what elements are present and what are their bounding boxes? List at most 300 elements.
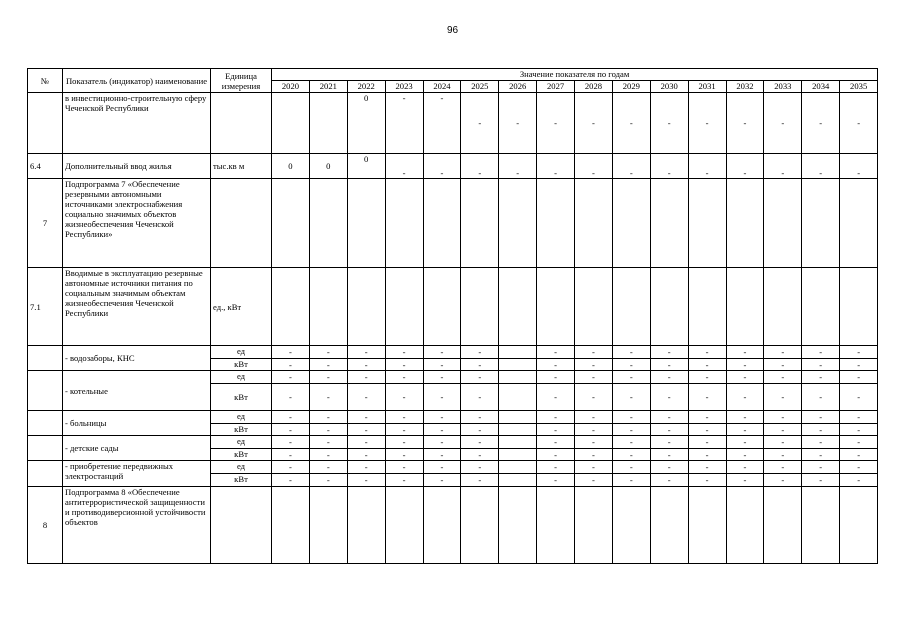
value-2030: - [650,461,688,474]
value-2029: - [612,154,650,179]
value-2033: - [764,474,802,487]
header-year-2027: 2027 [537,81,575,93]
value-2023 [385,487,423,564]
value-2024: - [423,449,461,461]
header-year-2023: 2023 [385,81,423,93]
value-2031 [688,268,726,346]
value-2030: - [650,449,688,461]
value-2026 [499,346,537,359]
value-2025: - [461,461,499,474]
value-2034: - [802,359,840,371]
value-2029: - [612,359,650,371]
table-row-7-1 [28,268,878,346]
value-2025 [461,179,499,268]
value-2030: - [650,154,688,179]
value-2034: - [802,436,840,449]
value-2022: - [347,411,385,424]
value-2021: 0 [309,154,347,179]
value-2034 [802,179,840,268]
page-number: 96 [446,25,459,36]
value-2031: - [688,154,726,179]
value-2025: - [461,449,499,461]
value-2030: - [650,411,688,424]
value-2026 [499,371,537,384]
value-2020 [272,179,310,268]
value-2028: - [575,93,613,154]
value-2034: - [802,461,840,474]
value-2024: - [423,411,461,424]
value-2024: - [423,461,461,474]
value-2027: - [537,474,575,487]
value-2026 [499,384,537,411]
value-2022: - [347,346,385,359]
header-year-2033: 2033 [764,81,802,93]
value-2025: - [461,93,499,154]
value-2027: - [537,424,575,436]
value-2032 [726,179,764,268]
value-2026 [499,424,537,436]
value-2021: - [309,371,347,384]
header-year-2028: 2028 [575,81,613,93]
value-2025: - [461,436,499,449]
value-2031: - [688,474,726,487]
value-2022 [347,179,385,268]
table-row-peredvizh-units [28,461,878,474]
value-2035 [840,268,878,346]
value-2032: - [726,371,764,384]
value-2022: 0 [347,93,385,154]
value-2026 [499,411,537,424]
table-row-vodozabory-units [28,346,878,359]
row-unit: ед [211,411,272,424]
header-indicator: Показатель (индикатор) наименование [63,69,211,93]
row-name: Вводимые в эксплуатацию резервные автономные источники питания по социальным значимым объектам жизнеобеспечения Чеченской Республики [63,268,211,346]
value-2022 [347,487,385,564]
row-unit: кВт [211,359,272,371]
value-2024 [423,179,461,268]
value-2029 [612,179,650,268]
value-2026 [499,268,537,346]
value-2034: - [802,424,840,436]
value-2035: - [840,359,878,371]
value-2023 [385,268,423,346]
value-2028: - [575,461,613,474]
value-2031: - [688,93,726,154]
value-2033: - [764,461,802,474]
value-2025 [461,268,499,346]
row-unit [211,179,272,268]
value-2031: - [688,371,726,384]
value-2030: - [650,424,688,436]
row-unit: ед [211,371,272,384]
value-2032: - [726,154,764,179]
value-2030: - [650,371,688,384]
value-2022: - [347,384,385,411]
value-2035: - [840,371,878,384]
header-unit: Единица измерения [211,69,272,93]
value-2034: - [802,154,840,179]
value-2023: - [385,384,423,411]
value-2035 [840,179,878,268]
value-2025: - [461,359,499,371]
value-2022: - [347,371,385,384]
value-2035: - [840,461,878,474]
header-num: № [28,69,63,93]
row-name: Дополнительный ввод жилья [63,154,211,179]
value-2021 [309,268,347,346]
value-2031: - [688,449,726,461]
value-2025: - [461,411,499,424]
value-2030: - [650,384,688,411]
value-2023: - [385,449,423,461]
header-year-2034: 2034 [802,81,840,93]
value-2029: - [612,384,650,411]
value-2027 [537,268,575,346]
value-2032 [726,268,764,346]
value-2027: - [537,436,575,449]
value-2023: - [385,424,423,436]
value-2022: 0 [347,154,385,179]
value-2033: - [764,449,802,461]
value-2021: - [309,411,347,424]
header-year-2025: 2025 [461,81,499,93]
value-2033: - [764,346,802,359]
row-name: - больницы [63,411,211,436]
value-2029: - [612,436,650,449]
value-2023: - [385,154,423,179]
value-2020: - [272,371,310,384]
value-2020: - [272,359,310,371]
row-num [28,371,63,411]
value-2030 [650,268,688,346]
value-2033: - [764,384,802,411]
value-2030: - [650,436,688,449]
value-2024: - [423,346,461,359]
value-2031: - [688,384,726,411]
row-unit [211,93,272,154]
row-name: - приобретение передвижных электростанций [63,461,211,487]
value-2020: - [272,411,310,424]
value-2021: - [309,346,347,359]
value-2034: - [802,371,840,384]
value-2032: - [726,411,764,424]
value-2027: - [537,359,575,371]
row-unit: ед [211,461,272,474]
header-year-2026: 2026 [499,81,537,93]
value-2022: - [347,436,385,449]
header-year-2022: 2022 [347,81,385,93]
value-2024: - [423,436,461,449]
value-2021: - [309,384,347,411]
value-2025: - [461,384,499,411]
value-2026: - [499,154,537,179]
value-2024: - [423,424,461,436]
value-2020: - [272,474,310,487]
value-2027 [537,179,575,268]
value-2028: - [575,411,613,424]
value-2032: - [726,424,764,436]
row-name: - водозаборы, КНС [63,346,211,371]
row-unit [211,487,272,564]
value-2035: - [840,436,878,449]
value-2023: - [385,461,423,474]
header-year-2030: 2030 [650,81,688,93]
value-2034: - [802,411,840,424]
header-year-2031: 2031 [688,81,726,93]
value-2028 [575,179,613,268]
value-2021: - [309,449,347,461]
value-2028: - [575,154,613,179]
value-2033 [764,487,802,564]
value-2032 [726,487,764,564]
row-num [28,436,63,461]
value-2023: - [385,411,423,424]
value-2035: - [840,424,878,436]
value-2030 [650,487,688,564]
row-unit: кВт [211,449,272,461]
row-unit: кВт [211,424,272,436]
table-row-subprogram-8 [28,487,878,564]
value-2031: - [688,346,726,359]
value-2028: - [575,384,613,411]
value-2020: - [272,424,310,436]
value-2021: - [309,461,347,474]
value-2033: - [764,424,802,436]
value-2020: - [272,346,310,359]
value-2029: - [612,424,650,436]
value-2032: - [726,474,764,487]
value-2029: - [612,346,650,359]
value-2027: - [537,93,575,154]
value-2025: - [461,474,499,487]
value-2029: - [612,411,650,424]
value-2030: - [650,474,688,487]
value-2029 [612,268,650,346]
value-2026: - [499,93,537,154]
value-2026 [499,487,537,564]
value-2035: - [840,474,878,487]
value-2029: - [612,371,650,384]
value-2026 [499,474,537,487]
value-2028: - [575,474,613,487]
value-2028: - [575,359,613,371]
value-2026 [499,449,537,461]
value-2021 [309,487,347,564]
value-2023 [385,179,423,268]
row-num [28,346,63,371]
value-2026 [499,436,537,449]
value-2020: - [272,384,310,411]
value-2027: - [537,154,575,179]
value-2024 [423,268,461,346]
header-year-2029: 2029 [612,81,650,93]
value-2031: - [688,359,726,371]
value-2022 [347,268,385,346]
value-2022: - [347,359,385,371]
value-2021: - [309,474,347,487]
value-2034: - [802,474,840,487]
value-2021 [309,93,347,154]
value-2035: - [840,384,878,411]
value-2032: - [726,384,764,411]
value-2020: - [272,449,310,461]
value-2027: - [537,346,575,359]
value-2020: 0 [272,154,310,179]
table-row-bolnitsy-units [28,411,878,424]
header-year-2032: 2032 [726,81,764,93]
value-2023: - [385,93,423,154]
value-2031: - [688,411,726,424]
value-2029 [612,487,650,564]
row-unit: кВт [211,474,272,487]
value-2035: - [840,449,878,461]
value-2033: - [764,436,802,449]
row-unit: ед [211,346,272,359]
value-2021: - [309,424,347,436]
value-2023: - [385,436,423,449]
value-2031: - [688,461,726,474]
value-2035: - [840,93,878,154]
value-2023: - [385,346,423,359]
value-2024: - [423,359,461,371]
header-year-2021: 2021 [309,81,347,93]
row-num: 7 [28,179,63,268]
value-2034 [802,487,840,564]
row-unit: ед., кВт [211,268,272,346]
value-2024: - [423,474,461,487]
value-2030: - [650,346,688,359]
value-2020: - [272,436,310,449]
value-2033: - [764,359,802,371]
value-2034 [802,268,840,346]
value-2021: - [309,436,347,449]
value-2028: - [575,449,613,461]
header-year-2035: 2035 [840,81,878,93]
value-2020: - [272,461,310,474]
header-values-title: Значение показателя по годам [272,69,878,81]
value-2024 [423,487,461,564]
value-2028: - [575,424,613,436]
row-name: в инвестиционно-строительную сферу Чеченской Республики [63,93,211,154]
value-2022: - [347,449,385,461]
indicators-table [27,68,878,564]
value-2020 [272,93,310,154]
value-2027: - [537,461,575,474]
value-2023: - [385,371,423,384]
value-2029: - [612,449,650,461]
value-2031: - [688,436,726,449]
value-2034: - [802,384,840,411]
value-2028 [575,268,613,346]
row-num [28,461,63,487]
row-unit: ед [211,436,272,449]
row-num: 7.1 [28,268,63,346]
value-2035: - [840,411,878,424]
value-2035 [840,487,878,564]
value-2024: - [423,93,461,154]
value-2029: - [612,461,650,474]
value-2031 [688,179,726,268]
value-2027: - [537,449,575,461]
value-2029: - [612,474,650,487]
value-2028: - [575,346,613,359]
row-num: 8 [28,487,63,564]
row-num [28,411,63,436]
value-2033: - [764,93,802,154]
value-2027: - [537,371,575,384]
value-2032: - [726,449,764,461]
value-2034: - [802,93,840,154]
value-2027: - [537,384,575,411]
value-2035: - [840,346,878,359]
value-2028 [575,487,613,564]
subprogram-title: Подпрограмма 8 «Обеспечение антитеррористической защищенности и противодиверсионной устойчивости объектов [63,487,211,564]
value-2025: - [461,346,499,359]
value-2034: - [802,346,840,359]
value-2026 [499,179,537,268]
value-2035: - [840,154,878,179]
value-2027: - [537,411,575,424]
value-2031: - [688,424,726,436]
value-2028: - [575,371,613,384]
value-2023: - [385,474,423,487]
table-row-investment [28,93,878,154]
value-2021: - [309,359,347,371]
value-2033 [764,179,802,268]
value-2024: - [423,371,461,384]
header-year-2020: 2020 [272,81,310,93]
table-row-sady-units [28,436,878,449]
value-2025 [461,487,499,564]
value-2032: - [726,346,764,359]
value-2022: - [347,474,385,487]
row-unit: тыс.кв м [211,154,272,179]
value-2031 [688,487,726,564]
value-2024: - [423,154,461,179]
value-2025: - [461,154,499,179]
value-2022: - [347,461,385,474]
value-2020 [272,487,310,564]
value-2032: - [726,461,764,474]
table-row-kotelnye-units [28,371,878,384]
value-2032: - [726,359,764,371]
value-2023: - [385,359,423,371]
value-2030: - [650,93,688,154]
value-2033 [764,268,802,346]
value-2033: - [764,371,802,384]
value-2021 [309,179,347,268]
value-2027 [537,487,575,564]
header-year-2024: 2024 [423,81,461,93]
value-2032: - [726,436,764,449]
row-name: - детские сады [63,436,211,461]
table-row-subprogram-7 [28,179,878,268]
value-2030: - [650,359,688,371]
row-num [28,93,63,154]
value-2032: - [726,93,764,154]
value-2029: - [612,93,650,154]
subprogram-title: Подпрограмма 7 «Обеспечение резервными автономными источниками электроснабжения социально значимых объектов жизнеобеспечения Чеченской Республики» [63,179,211,268]
value-2026 [499,461,537,474]
row-num: 6.4 [28,154,63,179]
row-unit: кВт [211,384,272,411]
value-2030 [650,179,688,268]
table-row-6-4 [28,154,878,179]
header-row-1 [28,69,878,81]
value-2025: - [461,371,499,384]
value-2022: - [347,424,385,436]
value-2025: - [461,424,499,436]
